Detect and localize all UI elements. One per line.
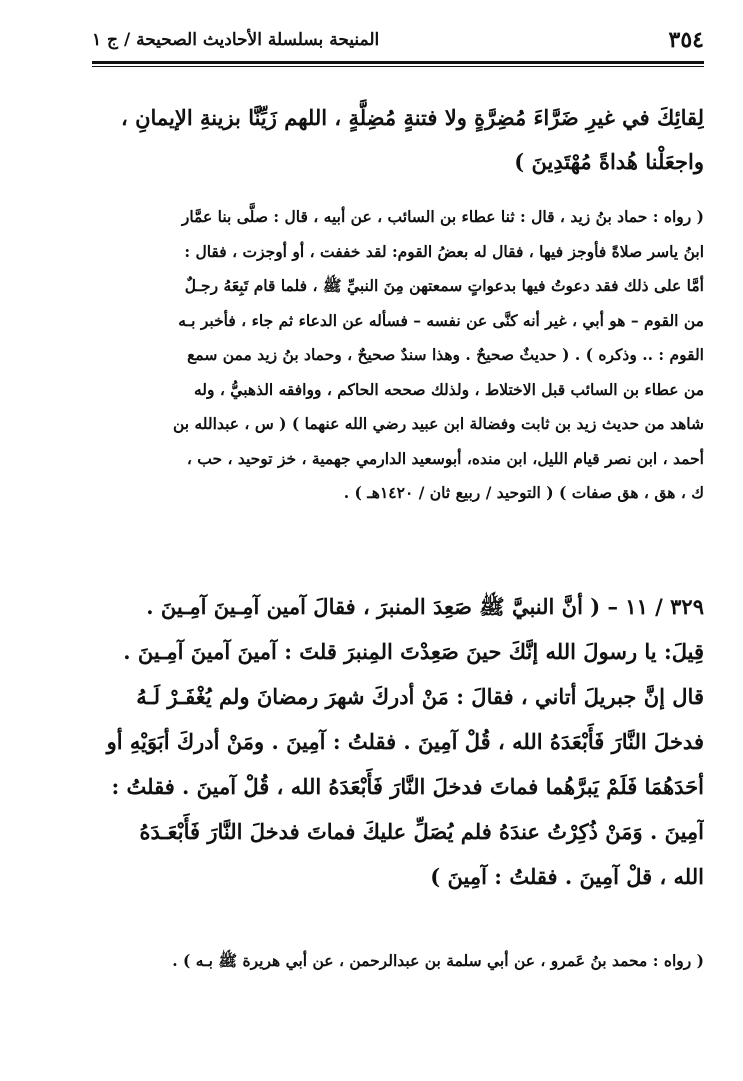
intro-line: واجعَلْنا هُداةً مُهْتَدِينَ )	[514, 149, 704, 174]
intro-paragraph	[92, 96, 704, 184]
narration-note	[92, 200, 704, 511]
note-line: من القوم – هو أبي ، غير أنه كنَّى عن نفسه – فسأله عن الدعاء ثم جاء ، فأخبر بـه	[178, 310, 704, 330]
note-line: ابنُ ياسر صلاةً فأوجز فيها ، فقال له بعضُ القوم: لقد خففت ، أو أوجزت ، فقال :	[184, 241, 704, 261]
note-line: القوم : .. وذكره ) . ( حديثٌ صحيحٌ . وهذا سندٌ صحيحٌ ، وحماد بنُ زيد ممن سمع	[187, 345, 704, 364]
hadith-narration-note	[92, 944, 704, 978]
note-line: أحمد ، ابن نصر قيام الليل، ابن منده، أبوسعيد الدارمي جهمية ، خز توحيد ، حب ،	[186, 448, 704, 468]
hadith-line: أحَدَهُمَا فَلَمْ يَبرَّهُما فماتَ فدخلَ النَّارَ فَأَبْعَدَهُ الله ، قُلْ آمينَ . فقلتُ :	[111, 774, 704, 799]
header-rule-thick	[92, 61, 704, 64]
note-line: من عطاء بن السائب قبل الاختلاط ، ولذلك صححه الحاكم ، ووافقه الذهبيُّ ، وله	[193, 379, 704, 399]
hadith-line: ٣٢٩ / ١١ – ( أنَّ النبيَّ ﷺ صَعِدَ المنبرَ ، فقالَ آمين آمِـينَ آمِـينَ .	[146, 594, 704, 619]
hadith-text	[92, 584, 704, 899]
hadith-line: فدخلَ النَّارَ فَأَبْعَدَهُ الله ، قُلْ آمِينَ . فقلتُ : آمِينَ . ومَنْ أدركَ أبَوَيْهِ أو	[106, 729, 704, 754]
intro-line: لِقائِكَ في غيرِ ضَرَّاءَ مُضِرَّةٍ ولا فتنةٍ مُضِلَّةٍ ، اللهم زَيِّنَّا بزينةِ الإيمانِ ،	[121, 105, 704, 130]
page-header	[92, 22, 704, 58]
hadith-line: قِيلَ: يا رسولَ الله إنَّكَ حينَ صَعِدْتَ المِنبرَ قلتَ : آمينَ آمينَ آمِـينَ .	[123, 639, 704, 664]
note-line: ( رواه : حماد بنُ زيد ، قال : ثنا عطاء بن السائب ، عن أبيه ، قال : صلَّى بنا عمَّار	[181, 207, 704, 226]
note-line: ك ، هق ، هق صفات ) ( التوحيد / ربيع ثان / ١٤٢٠هـ ) .	[343, 483, 704, 502]
hadith-line: آمِينَ . وَمَنْ ذُكِرْتُ عندَهُ فلم يُصَلِّ عليكَ فماتَ فدخلَ النَّارَ فَأَبْعَـدَهُ	[139, 819, 704, 844]
note-line: شاهد من حديث زيد بن ثابت وفضالة ابن عبيد رضي الله عنهما ) ( س ، عبدالله بن	[172, 414, 704, 433]
page-number: ٣٥٤	[668, 27, 704, 53]
footer-line: ( رواه : محمد بنُ عَمرو ، عن أبي سلمة بن عبدالرحمن ، عن أبي هريرة ﷺ بـه ) .	[172, 951, 704, 970]
running-title: المنيحة بسلسلة الأحاديث الصحيحة / ج ١	[92, 30, 380, 50]
note-line: أمَّا على ذلك فقد دعوتُ فيها بدعواتٍ سمعتهن مِنَ النبيِّ ﷺ ، فلما قام تَبِعَهُ رجـلٌ	[184, 276, 704, 295]
header-rule-thin	[92, 66, 704, 67]
hadith-line: قال إنَّ جبريلَ أتاني ، فقالَ : مَنْ أدركَ شهرَ رمضانَ ولم يُغْفَـرْ لَـهُ	[136, 684, 704, 709]
hadith-line: الله ، قلْ آمِينَ . فقلتُ : آمِينَ )	[430, 864, 704, 889]
